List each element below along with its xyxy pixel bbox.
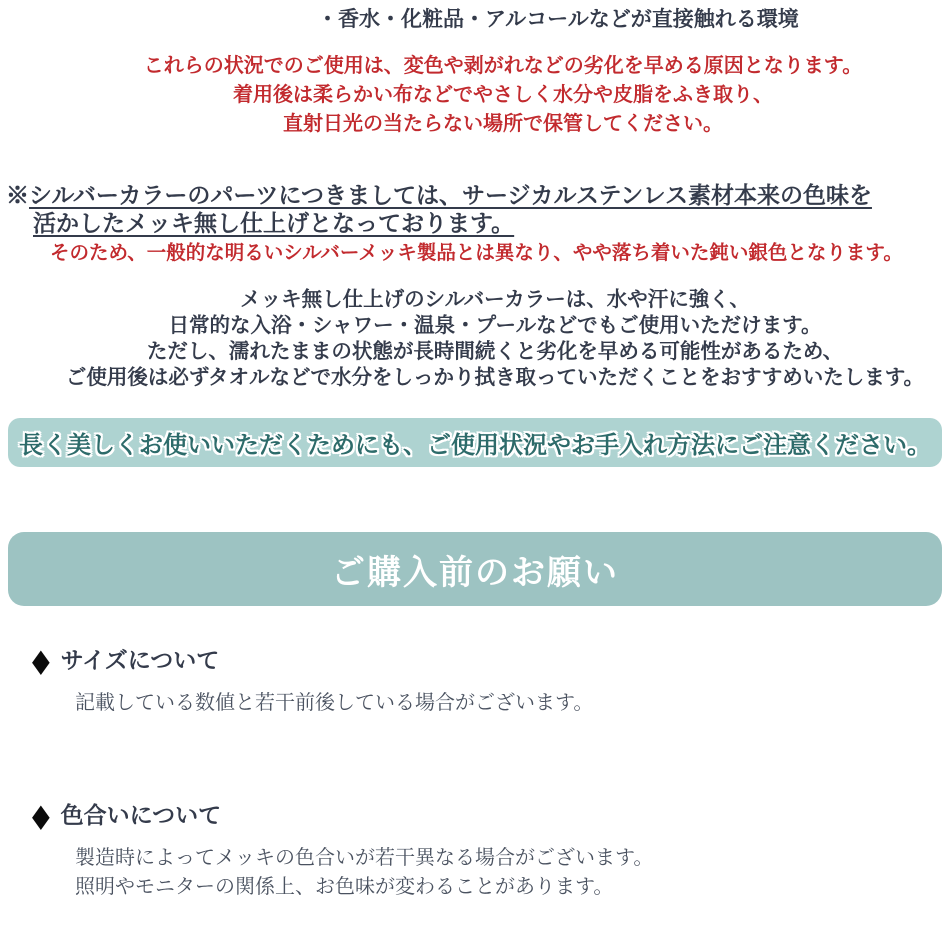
silver-note-red-remark: そのため、一般的な明るいシルバーメッキ製品とは異なり、やや落ち着いた鈍い銀色となります。 bbox=[50, 242, 903, 264]
size-section-body bbox=[75, 689, 593, 718]
finish-description-line: メッキ無し仕上げのシルバーカラーは、水や汗に強く、 bbox=[240, 288, 750, 311]
size-section-title: サイズについて bbox=[60, 647, 220, 673]
warning-line: 直射日光の当たらない場所で保管してください。 bbox=[283, 113, 723, 135]
finish-description-line: ご使用後は必ずタオルなどで水分をしっかり拭き取っていただくことをおすすめいたします。 bbox=[65, 366, 925, 389]
warning-line: 着用後は柔らかい布などでやさしく水分や皮脂をふき取り、 bbox=[233, 84, 773, 106]
silver-color-note bbox=[6, 181, 872, 237]
color-section-body bbox=[75, 844, 653, 902]
plating-free-finish-description bbox=[0, 287, 950, 391]
color-section bbox=[32, 799, 653, 902]
size-section bbox=[32, 644, 593, 718]
environment-list-item: ・香水・化粧品・アルコールなどが直接触れる環境 bbox=[317, 8, 799, 31]
deterioration-warning-block bbox=[0, 52, 950, 139]
warning-line: これらの状況でのご使用は、変色や剥がれなどの劣化を早める原因となります。 bbox=[143, 55, 863, 77]
note-asterisk-mark: ※ bbox=[6, 182, 29, 208]
color-section-line: 製造時によってメッキの色合いが若干異なる場合がございます。 bbox=[75, 847, 654, 869]
color-section-heading bbox=[32, 799, 653, 831]
size-section-heading bbox=[32, 644, 593, 676]
silver-note-line1 bbox=[6, 181, 872, 209]
care-reminder-banner: 長く美しくお使いいただくためにも、ご使用状況やお手入れ方法にご注意ください。 bbox=[8, 418, 942, 467]
diamond-icon: ◆ bbox=[32, 642, 50, 678]
silver-note-underlined-text: シルバーカラーのパーツにつきましては、サージカルステンレス素材本来の色味を bbox=[29, 182, 872, 208]
diamond-icon: ◆ bbox=[32, 797, 50, 833]
color-section-line: 照明やモニターの関係上、お色味が変わることがあります。 bbox=[75, 876, 614, 898]
silver-note-line2 bbox=[6, 209, 872, 237]
purchase-notes-header: ご購入前のお願い bbox=[8, 532, 942, 606]
color-section-title: 色合いについて bbox=[60, 802, 222, 828]
size-section-line: 記載している数値と若干前後している場合がございます。 bbox=[75, 692, 594, 714]
finish-description-line: 日常的な入浴・シャワー・温泉・プールなどでもご使用いただけます。 bbox=[168, 314, 822, 337]
silver-note-underlined-text: 活かしたメッキ無し仕上げとなっております。 bbox=[33, 210, 515, 236]
finish-description-line: ただし、濡れたままの状態が長時間続くと劣化を早める可能性があるため、 bbox=[146, 340, 844, 363]
